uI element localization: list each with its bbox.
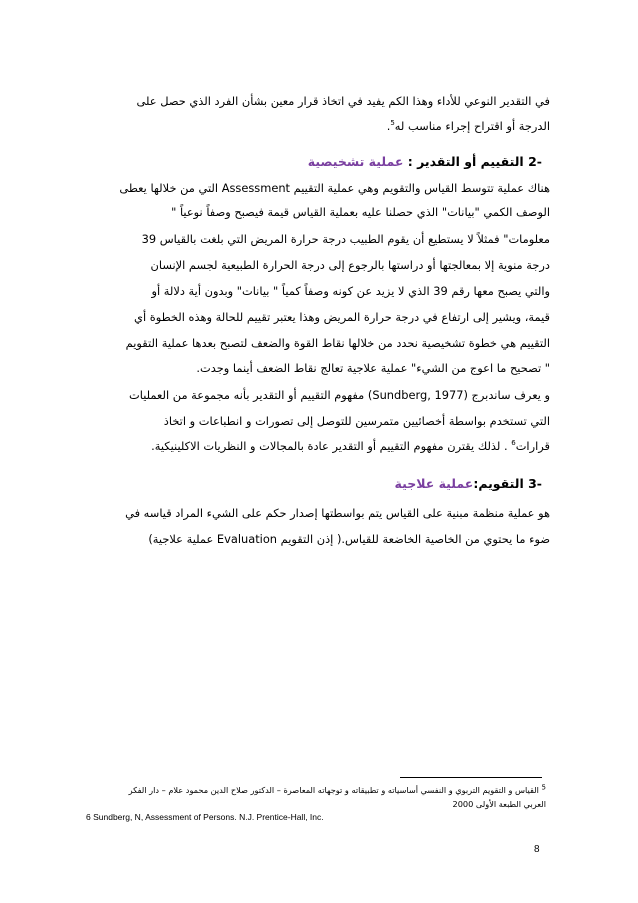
section-2-title: التقييم أو التقدير	[417, 154, 524, 169]
intro-line-2-end: .	[386, 119, 391, 133]
section-3-number: -3	[528, 476, 542, 491]
intro-line-2-text: الدرجة أو اقتراح إجراء مناسب له	[394, 119, 550, 133]
section-3-separator: :	[473, 476, 479, 491]
section-2-line-10: التي تستخدم بواسطة أخصائيين متمرسين للتوصل إلى تصورات و انطباعات و اتخاذ	[163, 414, 550, 428]
section-2-separator: :	[407, 154, 413, 169]
footnote-6: 6 Sundberg, N, Assessment of Persons. N.J. Prentice-Hall, Inc.	[86, 812, 324, 822]
section-2-heading	[308, 156, 542, 169]
section-2-line-7: التقييم هي خطوة تشخيصية نحدد من خلالها نقاط القوة والضعف لتصبح بعدها عملية التقويم	[125, 336, 550, 350]
intro-line-2	[387, 121, 550, 132]
page-number: 8	[534, 844, 540, 855]
section-2-line-1: هناك عملية تتوسط القياس والتقويم وهي عملية التقييم Assessment التي من خلالها يعطى	[119, 181, 550, 195]
footnote-divider	[400, 777, 542, 778]
section-2-line-6: قيمة، ويشير إلى ارتفاع في درجة حرارة المريض وهذا يعتبر تقييم للحالة وهذه الخطوة أي	[134, 310, 550, 324]
section-3-line-1: هو عملية منظمة مبنية على القياس يتم بواسطتها إصدار حكم على الشيء المراد قياسه في	[125, 506, 550, 520]
section-2-line-5: والتي يصبح معها رقم 39 الذي لا يزيد عن كونه وصفاً كمياً " بيانات" وبدون أية دلالة أو	[151, 284, 550, 298]
section-2-line-4: درجة منوية إلا بمعالجتها أو دراستها بالرجوع إلى درجة الحرارة الطبيعية لجسم الإنسان	[150, 258, 550, 272]
section-2-line-11	[151, 441, 550, 452]
section-2-line-11-start: قرارات	[515, 439, 550, 453]
footnote-5-line-1	[128, 783, 546, 795]
section-2-line-2: الوصف الكمي "بيانات" الذي حصلنا عليه بعملية القياس قيمة فيصبح وصفاً نوعياً "	[171, 205, 550, 219]
section-3-line-2: ضوء ما يحتوي من الخاصية الخاضعة للقياس.( إذن التقويم Evaluation عملية علاجية)	[148, 532, 550, 546]
footnote-ref-6[interactable]: 6	[511, 439, 516, 448]
footnote-5-marker: 5	[541, 783, 546, 792]
footnote-ref-5[interactable]: 5	[390, 119, 395, 128]
section-2-line-3: معلومات" فمثلاً لا يستطيع أن يقوم الطبيب درجة حرارة المريض التي بلغت بالقياس 39	[141, 232, 550, 246]
section-2-subtitle: عملية تشخيصية	[307, 154, 404, 169]
section-3-title: التقويم	[478, 476, 524, 491]
section-3-heading	[395, 478, 542, 491]
intro-line-1: في التقدير النوعي للأداء وهذا الكم يفيد في اتخاذ قرار معين بشأن الفرد الذي حصل على	[136, 94, 550, 108]
section-2-number: -2	[528, 154, 542, 169]
section-2-line-11-rest: . لذلك يقترن مفهوم التقييم أو التقدير عادة بالمجالات و النظريات الاكلينيكية.	[151, 439, 512, 453]
section-2-line-8: " تصحيح ما اعوج من الشيء" عملية علاجية تعالج نقاط الضعف أينما وجدت.	[196, 361, 550, 375]
footnote-5-line-2: العربي الطبعة الأولى 2000	[452, 799, 546, 809]
section-3-subtitle: عملية علاجية	[394, 476, 474, 491]
footnote-5-text: القياس و التقويم التربوي و النفسي أساسياته و تطبيقاته و توجهاته المعاصرة – الدكتور صلاح الدين محمود علام – دار الفكر	[128, 785, 539, 795]
section-2-line-9: و يعرف ساندبرج (Sundberg, 1977) مفهوم التقييم أو التقدير بأنه مجموعة من العمليات	[129, 388, 550, 402]
